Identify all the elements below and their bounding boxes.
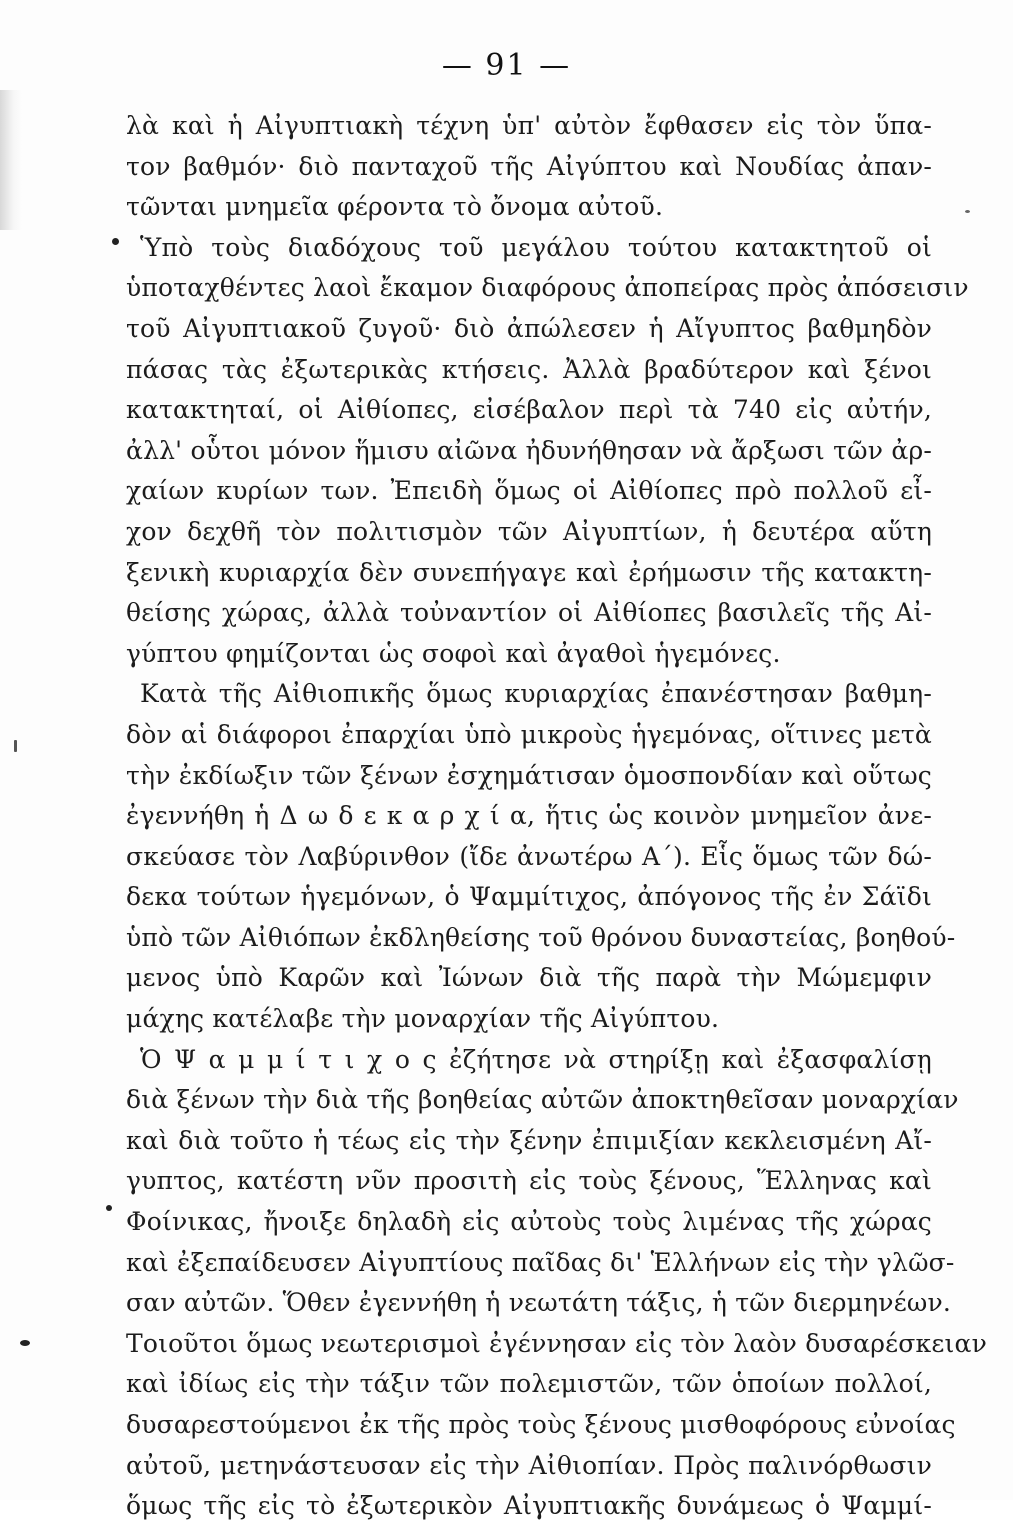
paragraph-start-line: Ὑπὸ τοὺς διαδόχους τοῦ μεγάλου τούτου κατακτητοῦ οἱ bbox=[140, 232, 932, 262]
text-line: ὑπὸ τῶν Αἰθιόπων ἐκδληθείσης τοῦ θρόνου δυναστείας, βοηθού- bbox=[126, 922, 956, 952]
body-text bbox=[126, 106, 987, 1527]
text-line: κατακτηταί, οἱ Αἰθίοπες, εἰσέβαλον περὶ τὰ 740 εἰς αὐτήν, bbox=[126, 395, 932, 425]
text-line: καὶ ἰδίως εἰς τὴν τάξιν τῶν πολεμιστῶν, τῶν ὁποίων πολλοί, bbox=[126, 1369, 932, 1399]
ink-speck bbox=[112, 238, 119, 245]
text-line: αὐτοῦ, μετηνάστευσαν εἰς τὴν Αἰθιοπίαν. Πρὸς παλινόρθωσιν bbox=[126, 1450, 932, 1480]
ink-speck bbox=[965, 210, 970, 213]
text-line: ἐγεννήθη ἡ Δ ω δ ε κ α ρ χ ί α, ἥτις ὡς κοινὸν μνημεῖον ἀνε- bbox=[126, 801, 932, 831]
paragraph-start-line: Κατὰ τῆς Αἰθιοπικῆς ὅμως κυριαρχίας ἐπανέστησαν βαθμη- bbox=[140, 679, 932, 709]
text-line: θείσης χώρας, ἀλλὰ τοὐναντίον οἱ Αἰθίοπες βασιλεῖς τῆς Αἰ- bbox=[126, 598, 932, 628]
text-line: Φοίνικας, ἤνοιξε δηλαδὴ εἰς αὐτοὺς τοὺς λιμένας τῆς χώρας bbox=[126, 1207, 932, 1237]
ink-speck bbox=[20, 1340, 30, 1346]
text-line: τῶνται μνημεῖα φέροντα τὸ ὄνομα αὐτοῦ. bbox=[126, 192, 664, 222]
page-edge-shadow bbox=[0, 90, 22, 230]
text-line: λὰ καὶ ἡ Αἰγυπτιακὴ τέχνη ὑπ' αὐτὸν ἔφθασεν εἰς τὸν ὕπα- bbox=[126, 111, 932, 140]
ink-speck bbox=[106, 1205, 112, 1211]
text-line: δὸν αἱ διάφοροι ἐπαρχίαι ὑπὸ μικροὺς ἡγεμόνας, οἵτινες μετὰ bbox=[126, 719, 932, 749]
text-line: ξενικὴ κυριαρχία δὲν συνεπήγαγε καὶ ἐρήμωσιν τῆς κατακτη- bbox=[126, 557, 932, 587]
ink-speck bbox=[14, 740, 17, 752]
text-line: δεκα τούτων ἡγεμόνων, ὁ Ψαμμίτιχος, ἀπόγονος τῆς ἐν Σάϊδι bbox=[126, 882, 932, 912]
text-line: καὶ διὰ τοῦτο ἡ τέως εἰς τὴν ξένην ἐπιμιξίαν κεκλεισμένη Αἴ- bbox=[126, 1125, 932, 1155]
text-line: διὰ ξένων τὴν διὰ τῆς βοηθείας αὐτῶν ἀποκτηθεῖσαν μοναρχίαν bbox=[126, 1085, 959, 1115]
text-line: σαν αὐτῶν. Ὅθεν ἐγεννήθη ἡ νεωτάτη τάξις, ἡ τῶν διερμηνέων. bbox=[126, 1288, 951, 1318]
text-line: γύπτου φημίζονται ὡς σοφοὶ καὶ ἀγαθοὶ ἡγεμόνες. bbox=[126, 638, 781, 668]
text-line: χον δεχθῆ τὸν πολιτισμὸν τῶν Αἰγυπτίων, ἡ δευτέρα αὕτη bbox=[126, 516, 932, 546]
text-line: μενος ὑπὸ Καρῶν καὶ Ἰώνων διὰ τῆς παρὰ τὴν Μώμεμφιν bbox=[126, 963, 932, 993]
text-line: Τοιοῦτοι ὅμως νεωτερισμοὶ ἐγέννησαν εἰς τὸν λαὸν δυσαρέσκειαν bbox=[126, 1328, 987, 1358]
text-line: ὑποταχθέντες λαοὶ ἔκαμον διαφόρους ἀποπείρας πρὸς ἀπόσεισιν bbox=[126, 273, 969, 303]
paragraph-start-line: Ὁ Ψ α μ μ ί τ ι χ ο ς ἐζήτησε νὰ στηρίξῃ καὶ ἐξασφαλίσῃ bbox=[140, 1044, 932, 1074]
text-line: μάχης κατέλαβε τὴν μοναρχίαν τῆς Αἰγύπτου. bbox=[126, 1004, 720, 1034]
text-line: πάσας τὰς ἐξωτερικὰς κτήσεις. Ἀλλὰ βραδύτερον καὶ ξένοι bbox=[126, 354, 932, 384]
text-line: δυσαρεστούμενοι ἐκ τῆς πρὸς τοὺς ξένους μισθοφόρους εὐνοίας bbox=[126, 1410, 956, 1439]
text-line: χαίων κυρίων των. Ἐπειδὴ ὅμως οἱ Αἰθίοπες πρὸ πολλοῦ εἶ- bbox=[126, 476, 932, 506]
text-line: ἀλλ' οὗτοι μόνον ἥμισυ αἰῶνα ἠδυνήθησαν νὰ ἄρξωσι τῶν ἀρ- bbox=[126, 435, 932, 465]
text-line: τοῦ Αἰγυπτιακοῦ ζυγοῦ· διὸ ἀπώλεσεν ἡ Αἴγυπτος βαθμηδὸν bbox=[126, 313, 932, 343]
page-number: — 91 — bbox=[441, 48, 572, 83]
text-line: ὅμως τῆς εἰς τὸ ἐξωτερικὸν Αἰγυπτιακῆς δυνάμεως ὁ Ψαμμί- bbox=[126, 1491, 932, 1521]
text-line: τον βαθμόν· διὸ πανταχοῦ τῆς Αἰγύπτου καὶ Νουδίας ἀπαν- bbox=[126, 151, 932, 181]
text-line: γυπτος, κατέστη νῦν προσιτὴ εἰς τοὺς ξένους, Ἕλληνας καὶ bbox=[126, 1166, 932, 1196]
text-line: τὴν ἐκδίωξιν τῶν ξένων ἐσχημάτισαν ὁμοσπονδίαν καὶ οὕτως bbox=[126, 760, 932, 790]
text-line: καὶ ἐξεπαίδευσεν Αἰγυπτίους παῖδας δι' Ἑλλήνων εἰς τὴν γλῶσ- bbox=[126, 1247, 955, 1277]
text-line: σκεύασε τὸν Λαβύρινθον (ἴδε ἀνωτέρω Α΄). Εἷς ὅμως τῶν δώ- bbox=[126, 841, 932, 871]
